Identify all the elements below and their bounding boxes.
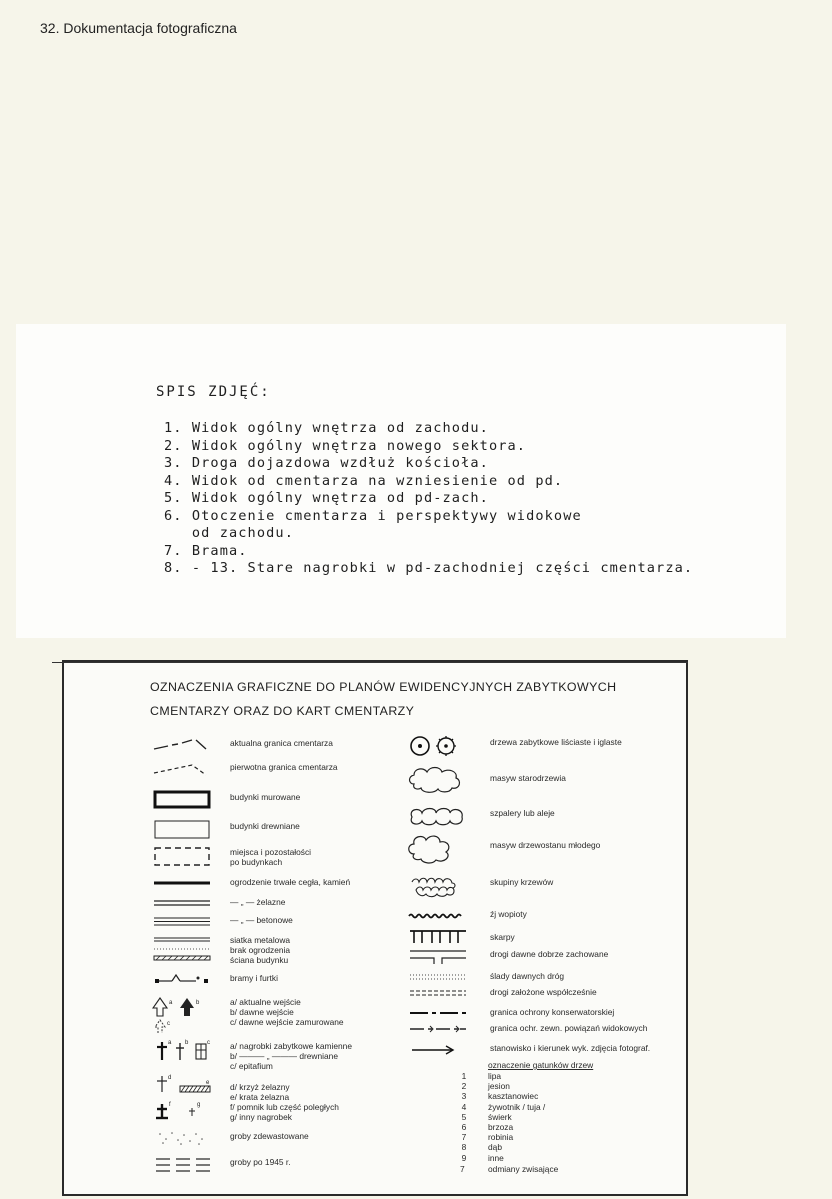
legend-label: pierwotna granica cmentarza (230, 762, 338, 772)
thick-rectangle-icon (152, 789, 212, 811)
page-title: 32. Dokumentacja fotograficzna (40, 20, 237, 36)
legend-label: granica ochrony konserwatorskiej (490, 1007, 615, 1017)
species-name: inne (488, 1152, 504, 1163)
gate-icon (152, 970, 212, 990)
list-item: od zachodu. (164, 525, 294, 541)
legend-label: budynki murowane (230, 792, 301, 802)
legend-label: aktualna granica cmentarza (230, 738, 333, 748)
dash-arrow-line-icon (406, 1020, 476, 1040)
list-item: 1. Widok ogólny wnętrza od zachodu. (164, 420, 489, 436)
svg-text:c: c (207, 1040, 210, 1046)
legend-label: miejsca i pozostałości po budynkach (230, 847, 311, 867)
legend-label: bramy i furtki (230, 973, 278, 983)
legend-label: budynki drewniane (230, 821, 300, 831)
divider (52, 662, 688, 663)
cloud-small-icon (406, 832, 476, 866)
dash-dot-line-icon (152, 735, 212, 755)
legend-label: groby zdewastowane (230, 1131, 309, 1141)
legend-label: szpalery lub aleje (490, 808, 555, 818)
legend-label: ogrodzenie trwałe cegła, kamień (230, 877, 351, 887)
legend-title: OZNACZENIA GRAFICZNE DO PLANÓW EWIDENCYJNYCH ZABYTKOWYCH (150, 680, 617, 694)
list-item: 2. Widok ogólny wnętrza nowego sektora. (164, 437, 527, 454)
species-name: odmiany zwisające (488, 1164, 559, 1174)
photo-list-sheet (16, 324, 786, 638)
legend-label: granica ochr. zewn. powiązań widokowych (490, 1023, 648, 1033)
legend-label: masyw drzewostanu młodego (490, 840, 601, 850)
legend-label: a/ aktualne wejście b/ dawne wejście c/ dawne wejście zamurowane (230, 997, 344, 1027)
legend-subtitle: CMENTARZY ORAZ DO KART CMENTARZY (150, 704, 415, 718)
triple-line-icon (152, 912, 212, 932)
legend-label: d/ krzyż żelazny e/ krata żelazna f/ pomnik lub część poległych g/ inny nagrobek (230, 1082, 339, 1122)
loops-icon (406, 805, 476, 827)
hatched-graves-icon (152, 1154, 218, 1176)
svg-text:c: c (167, 1021, 170, 1027)
legend-label: siatka metalowa brak ogrodzenia ściana budynku (230, 935, 291, 965)
photo-list-heading: SPIS ZDJĘĆ: (156, 384, 271, 400)
legend-label: ślady dawnych dróg (490, 971, 565, 981)
species-number: 3 (461, 1091, 467, 1102)
species-number: 7 (460, 1164, 465, 1174)
legend-label: drogi założone współcześnie (490, 987, 597, 997)
escarpment-icon (406, 926, 476, 948)
species-name: brzoza (488, 1122, 514, 1133)
species-number: 4 (461, 1101, 467, 1112)
dashed-rectangle-icon (152, 844, 212, 870)
species-number: 6 (461, 1122, 467, 1133)
arrow-icon (406, 1040, 476, 1060)
svg-text:b: b (185, 1040, 189, 1046)
entrance-arrows-icon (152, 994, 212, 1034)
svg-text:e: e (206, 1080, 210, 1086)
svg-text:f: f (169, 1102, 171, 1108)
svg-text:g: g (197, 1102, 201, 1108)
species-number: 1 (461, 1071, 467, 1081)
svg-text:d: d (168, 1075, 172, 1081)
species-name: żywotnik / tuja / (488, 1101, 546, 1112)
road-icon (406, 946, 476, 966)
list-item: 6. Otoczenie cmentarza i perspektywy widokowe (164, 507, 582, 524)
species-number: 9 (461, 1152, 467, 1163)
crosses-icon (152, 1038, 212, 1070)
dashed-road-icon (406, 984, 476, 1004)
list-item: 7. Brama. (164, 542, 248, 559)
species-heading: oznaczenie gatunków drzew (488, 1060, 594, 1070)
species-number: 5 (461, 1111, 467, 1122)
species-name: dąb (488, 1142, 502, 1153)
legend-label: źj wopioty (490, 909, 527, 919)
svg-text:b: b (196, 1000, 200, 1006)
species-name: jesion (488, 1081, 510, 1092)
thick-line-icon (152, 874, 212, 894)
species-number: 7 (461, 1132, 467, 1143)
fence-lines-icon (152, 932, 212, 964)
legend-sheet (62, 660, 688, 1196)
cloud-icon (406, 764, 476, 794)
legend-label: drzewa zabytkowe liściaste i iglaste (490, 737, 622, 747)
species-name: świerk (488, 1111, 512, 1122)
legend-label: skarpy (490, 932, 515, 942)
iron-cross-icon (152, 1074, 218, 1122)
legend-label: skupiny krzewów (490, 877, 554, 887)
legend-label: — „ — betonowe (230, 915, 293, 925)
species-number: 2 (461, 1081, 467, 1092)
legend-label: — „ — żelazne (230, 897, 286, 907)
dashed-line-icon (152, 759, 212, 779)
svg-text:a: a (168, 1040, 172, 1046)
svg-text:a: a (169, 1000, 173, 1006)
species-name: robinia (488, 1132, 514, 1143)
double-line-icon (152, 894, 212, 914)
list-item: 5. Widok ogólny wnętrza od pd-zach. (164, 490, 489, 506)
legend-label: masyw starodrzewia (490, 773, 566, 783)
legend-label: stanowisko i kierunek wyk. zdjęcia fotograf. (490, 1043, 651, 1053)
species-number: 8 (461, 1142, 467, 1153)
list-item: 8. - 13. Stare nagrobki w pd-zachodniej części cmentarza. (164, 560, 694, 576)
species-name: lipa (488, 1071, 502, 1081)
tree-symbols-icon (406, 734, 476, 758)
thin-rectangle-icon (152, 818, 212, 840)
legend-label: a/ nagrobki zabytkowe kamienne b/ ——— „ ——— drewniane c/ epitafium (230, 1041, 352, 1071)
legend-label: groby po 1945 r. (230, 1157, 291, 1167)
dotted-area-icon (152, 1128, 212, 1148)
list-item: 3. Droga dojazdowa wzdłuż kościoła. (164, 455, 489, 471)
photo-list (164, 420, 693, 578)
list-item: 4. Widok od cmentarza na wzniesienie od pd. (164, 472, 564, 489)
species-numbers (458, 1071, 470, 1163)
wavy-line-icon (406, 906, 476, 926)
species-name: kasztanowiec (488, 1091, 539, 1102)
species-names (488, 1071, 545, 1163)
legend-label: drogi dawne dobrze zachowane (490, 949, 609, 959)
shrubs-icon (406, 874, 476, 900)
